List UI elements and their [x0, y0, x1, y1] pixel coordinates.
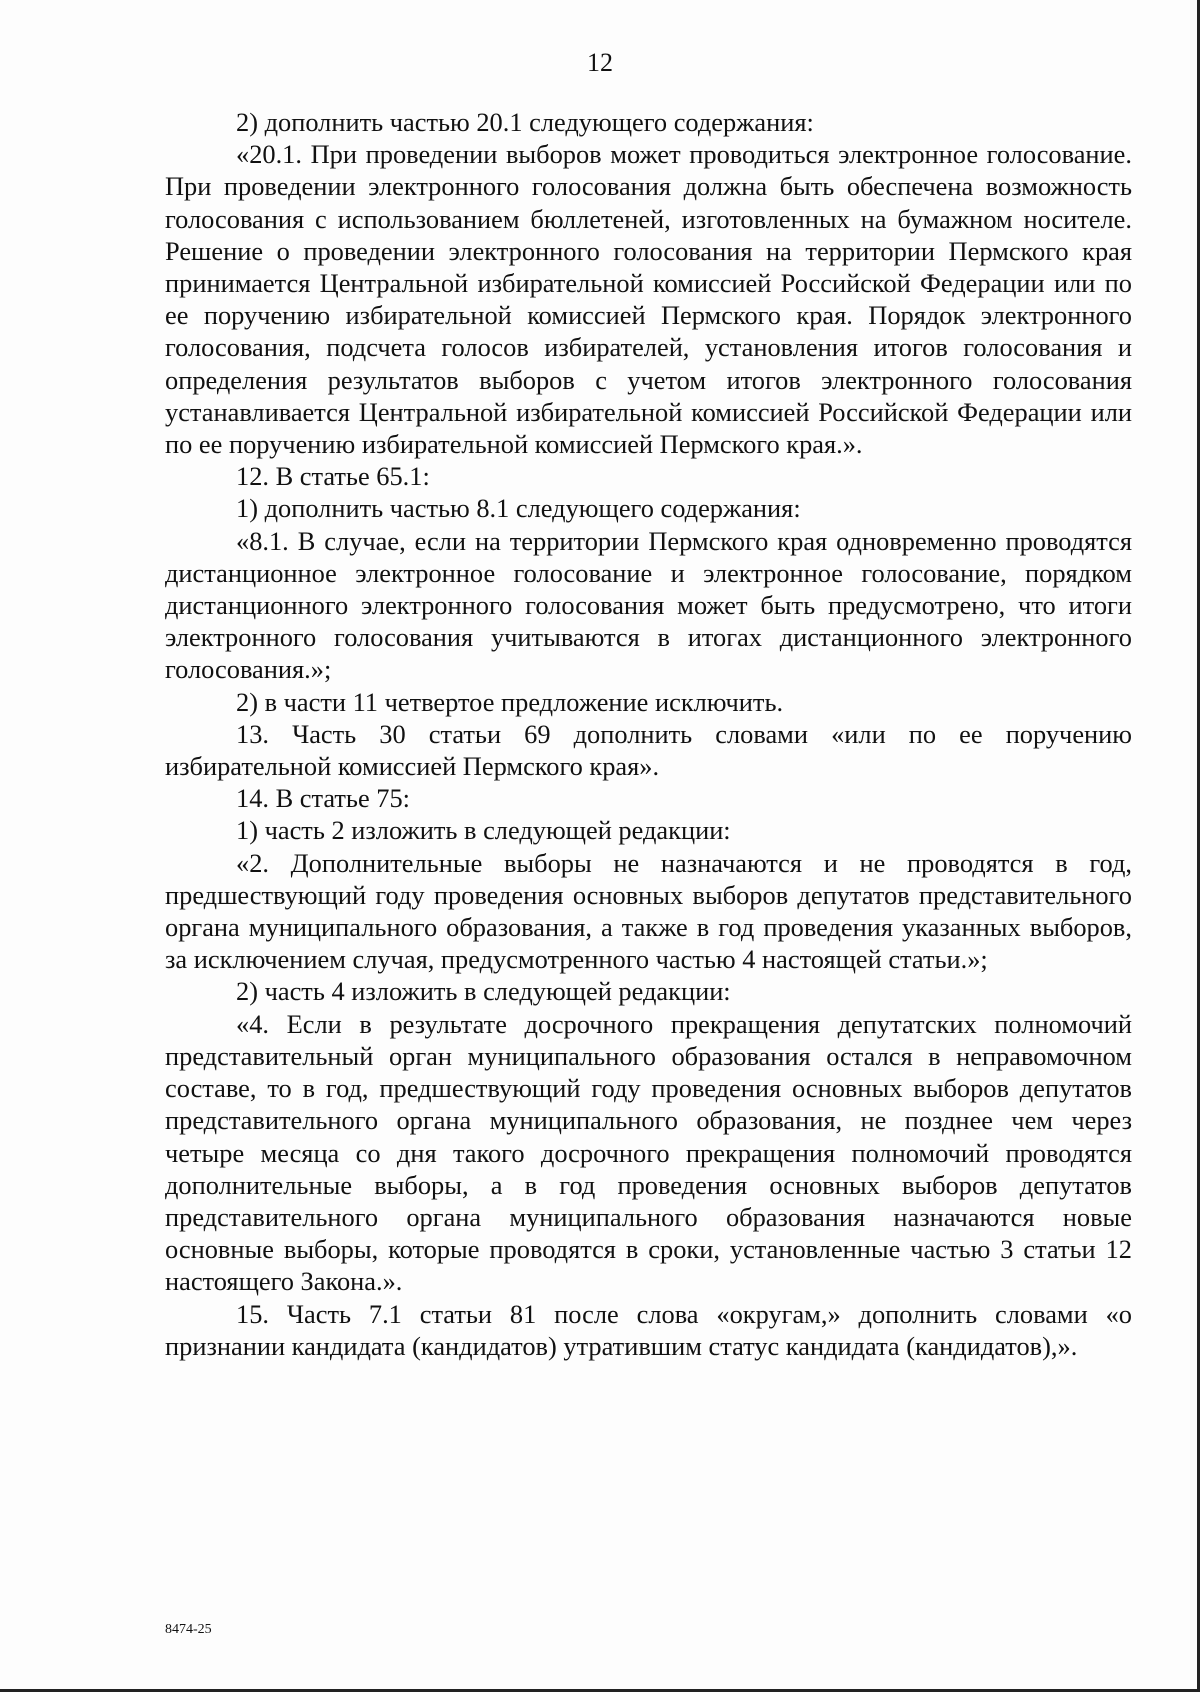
- paragraph: 13. Часть 30 статьи 69 дополнить словами «или по ее поручению избирательной комиссией Пермского края».: [165, 718, 1132, 782]
- paragraph: «20.1. При проведении выборов может проводиться электронное голосование. При проведении электронного голосования должна быть обеспечена возможность голосования с использованием бюллетеней, изготовленных на бумажном носителе. Решение о проведении электронного голосования на территории Пермского края принимается Центральной избирательной комиссией Российской Федерации или по ее поручению избирательной комиссией Пермского края. Порядок электронного голосования, подсчета голосов избирателей, установления итогов голосования и определения результатов выборов с учетом итогов электронного голосования устанавливается Центральной избирательной комиссией Российской Федерации или по ее поручению избирательной комиссией Пермского края.».: [165, 139, 1132, 460]
- paragraph: 15. Часть 7.1 статьи 81 после слова «округам,» дополнить словами «о признании кандидата (кандидатов) утратившим статус кандидата (кандидатов),».: [165, 1298, 1132, 1361]
- paragraph: 1) часть 2 изложить в следующей редакции:: [236, 815, 731, 846]
- paragraph: 1) дополнить частью 8.1 следующего содержания:: [236, 493, 801, 524]
- document-code: 8474-25: [165, 1622, 212, 1637]
- paragraph: «8.1. В случае, если на территории Пермского края одновременно проводятся дистанционное электронное голосование и электронное голосование, порядком дистанционного электронного голосования может быть предусмотрено, что итоги электронного голосования учитываются в итогах дистанционного электронного голосования.»;: [165, 525, 1132, 685]
- paragraph: «2. Дополнительные выборы не назначаются и не проводятся в год, предшествующий году проведения основных выборов депутатов представительного органа муниципального образования, а также в год проведения указанных выборов, за исключением случая, предусмотренного частью 4 настоящей статьи.»;: [165, 847, 1132, 975]
- paragraph: 2) дополнить частью 20.1 следующего содержания:: [236, 107, 814, 137]
- paragraph: 12. В статье 65.1:: [236, 461, 430, 492]
- page-number: 12: [587, 48, 613, 77]
- paragraph: 2) часть 4 изложить в следующей редакции:: [236, 976, 731, 1007]
- document-body: [165, 106, 1132, 1362]
- paragraph: «4. Если в результате досрочного прекращения депутатских полномочий представительный орган муниципального образования остался в неправомочном составе, то в год, предшествующий году проведения основных выборов депутатов представительного органа муниципального образования, не позднее чем через четыре месяца со дня такого досрочного прекращения полномочий проводятся дополнительные выборы, а в год проведения основных выборов депутатов представительного органа муниципального образования назначаются новые основные выборы, которые проводятся в сроки, установленные частью 3 статьи 12 настоящего Закона.».: [165, 1008, 1132, 1297]
- paragraph: 2) в части 11 четвертое предложение исключить.: [236, 686, 784, 717]
- paragraph: 14. В статье 75:: [236, 783, 410, 814]
